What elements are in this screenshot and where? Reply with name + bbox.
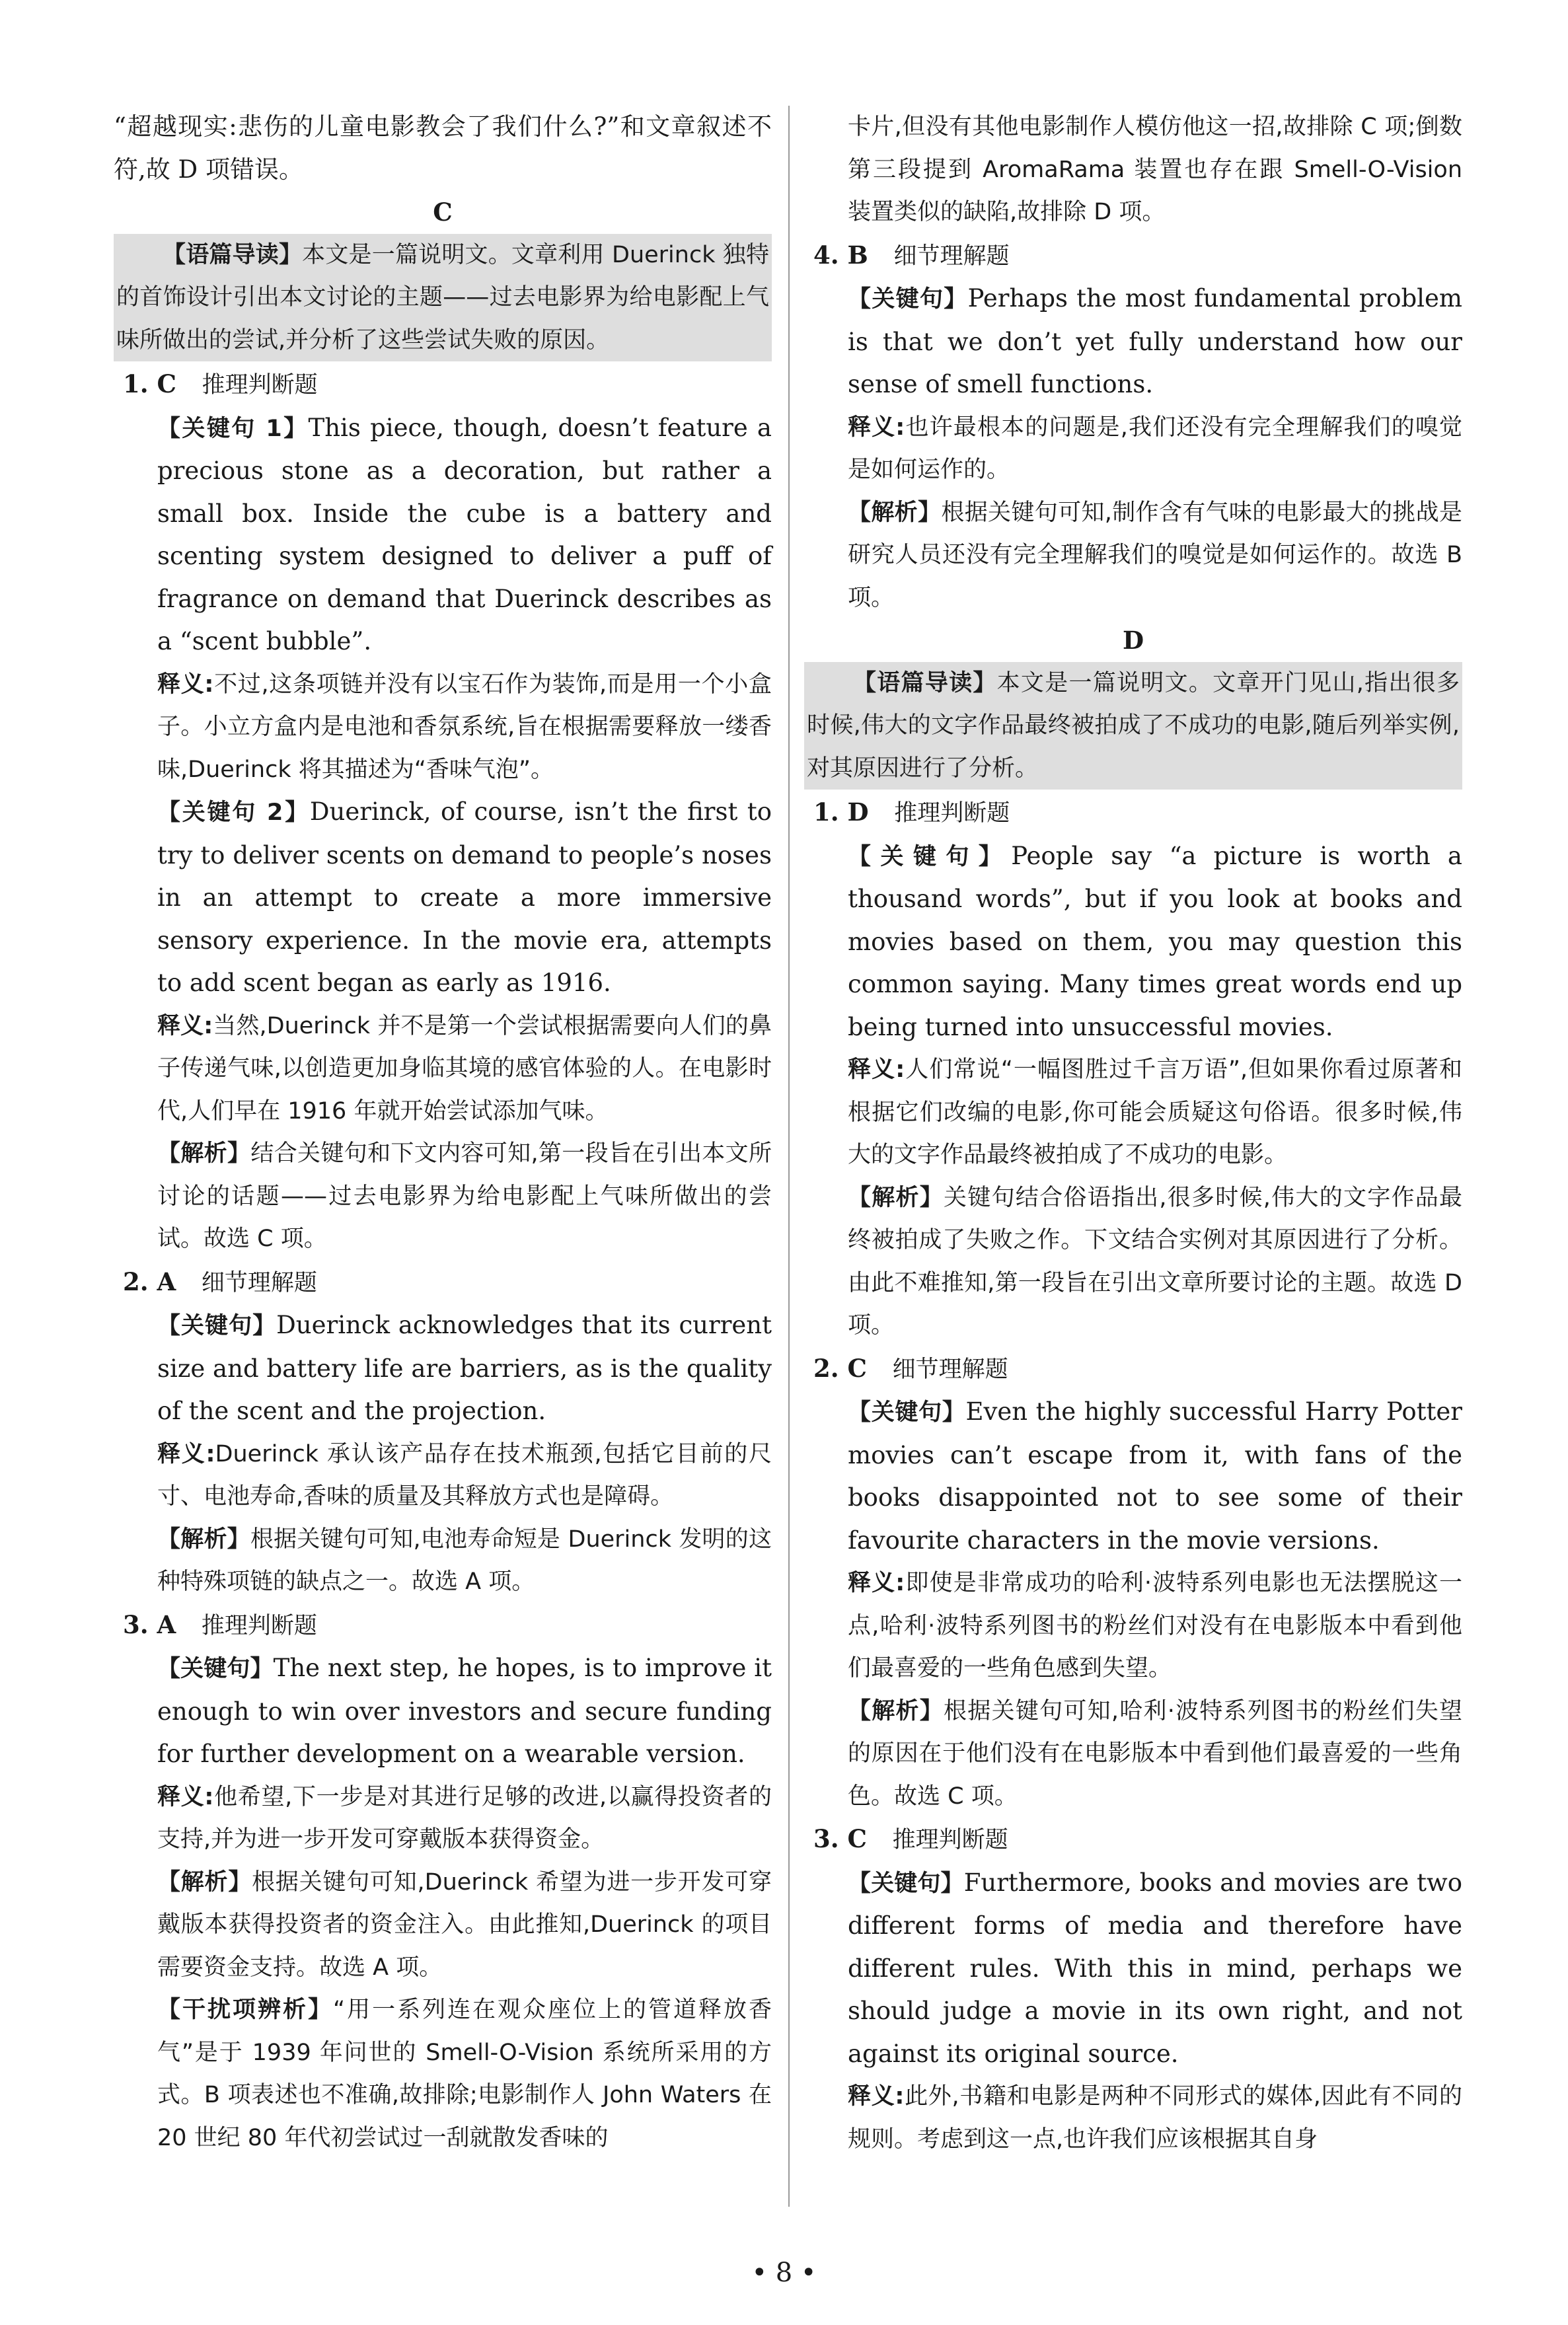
guide-label: 【语篇导读】 [163, 241, 303, 268]
continued-paragraph: 卡片,但没有其他电影制作人模仿他这一招,故排除 C 项;倒数第三段提到 AromaRama 装置也存在跟 Smell-O-Vision 装置类似的缺陷,故排除 D 项。 [848, 114, 1462, 225]
translation: 释义:此外,书籍和电影是两种不同形式的媒体,因此有不同的规则。考虑到这一点,也许我们应该根据其自身 [848, 2083, 1462, 2153]
analysis: 【解析】根据关键句可知,电池寿命短是 Duerinck 发明的这种特殊项链的缺点之一。故选 A 项。 [157, 1526, 772, 1595]
translation: 释义:不过,这条项链并没有以宝石作为装饰,而是用一个小盒子。小立方盒内是电池和香氛系统,旨在根据需要释放一缕香味,Duerinck 将其描述为“香味气泡”。 [157, 671, 772, 783]
key-sentence: 【关键句】The next step, he hopes, is to improve it enough to win over investors and secure funding for further development on a wearable version. [157, 1654, 772, 1768]
translation: 释义:即使是非常成功的哈利·波特系列电影也无法摆脱这一点,哈利·波特系列图书的粉丝们对没有在电影版本中看到他们最喜爱的一些角色感到失望。 [848, 1570, 1462, 1681]
continued-paragraph: “超越现实:悲伤的儿童电影教会了我们什么?”和文章叙述不符,故 D 项错误。 [114, 112, 772, 184]
question-heading: 1. D 推理判断题 [813, 797, 1010, 827]
column-divider [788, 106, 790, 2207]
analysis: 【解析】根据关键句可知,哈利·波特系列图书的粉丝们失望的原因在于他们没有在电影版本中看到他们最喜爱的一些角色。故选 C 项。 [848, 1697, 1462, 1810]
translation: 释义:Duerinck 承认该产品存在技术瓶颈,包括它目前的尺寸、电池寿命,香味的质量及其释放方式也是障碍。 [157, 1440, 772, 1510]
translation: 释义:也许最根本的问题是,我们还没有完全理解我们的嗅觉是如何运作的。 [848, 414, 1462, 483]
section-heading-c: C [433, 198, 453, 227]
key-sentence: 【关键句】Even the highly successful Harry Potter movies can’t escape from it, with fans of the books disappointed not to see some of their favourite characters in the movie versions. [848, 1397, 1462, 1555]
key-sentence: 【关键句】Furthermore, books and movies are two different forms of media and therefore have different rules. With this in mind, perhaps we should judge a movie in its own right, and not against its original source. [848, 1868, 1462, 2068]
key-sentence: 【关键句】Duerinck acknowledges that its current size and battery life are barriers, as is the quality of the scent and the projection. [157, 1311, 772, 1425]
key-sentence: 【关键句】Perhaps the most fundamental problem is that we don’t yet fully understand how our sense of smell functions. [848, 284, 1462, 398]
translation: 释义:他希望,下一步是对其进行足够的改进,以赢得投资者的支持,并为进一步开发可穿戴版本获得资金。 [157, 1783, 772, 1853]
translation: 释义:当然,Duerinck 并不是第一个尝试根据需要向人们的鼻子传递气味,以创造更加身临其境的感官体验的人。在电影时代,人们早在 1916 年就开始尝试添加气味。 [157, 1012, 772, 1125]
question-heading: 4. B 细节理解题 [813, 240, 1010, 270]
left-column [114, 106, 772, 2159]
page-number: • 8 • [751, 2258, 817, 2288]
question-heading: 2. C 细节理解题 [813, 1353, 1008, 1383]
distractor-analysis: 【干扰项辨析】“用一系列连在观众座位上的管道释放香气”是于 1939 年问世的 Smell-O-Vision 系统所采用的方式。B 项表述也不准确,故排除;电影制作人 John Waters 在 20 世纪 80 年代初尝试过一刮就散发香味的 [157, 1997, 772, 2151]
guide-label: 【语篇导读】 [853, 669, 997, 696]
analysis: 【解析】根据关键句可知,Duerinck 希望为进一步开发可穿戴版本获得投资者的资金注入。由此推知,Duerinck 的项目需要资金支持。故选 A 项。 [157, 1868, 772, 1981]
reading-guide-c [114, 234, 772, 362]
question-heading: 2. A 细节理解题 [123, 1267, 317, 1296]
analysis: 【解析】根据关键句可知,制作含有气味的电影最大的挑战是研究人员还没有完全理解我们的嗅觉是如何运作的。故选 B 项。 [848, 499, 1462, 611]
analysis: 【解析】结合关键句和下文内容可知,第一段旨在引出本文所讨论的话题——过去电影界为给电影配上气味所做出的尝试。故选 C 项。 [157, 1140, 772, 1252]
reading-guide-d [804, 662, 1462, 790]
key-sentence: 【关键句 1】This piece, though, doesn’t feature a precious stone as a decoration, but rather a small box. Inside the cube is a battery and scenting system designed to deliver a puff of fragrance on demand that Duerinck describes as a “scent bubble”. [157, 413, 772, 655]
section-heading-d: D [1122, 626, 1144, 655]
guide-text: 本文是一篇说明文。文章开门见山,指出很多时候,伟大的文字作品最终被拍成了不成功的电影,随后列举实例,对其原因进行了分析。 [807, 669, 1460, 782]
key-sentence: 【关键句】People say “a picture is worth a thousand words”, but if you look at books and movies based on them, you may question this common saying. Many times great words end up being turned into unsuccessful movies. [848, 841, 1462, 1041]
guide-text: 本文是一篇说明文。文章利用 Duerinck 独特的首饰设计引出本文讨论的主题——过去电影界为给电影配上气味所做出的尝试,并分析了这些尝试失败的原因。 [116, 241, 769, 353]
translation: 释义:人们常说“一幅图胜过千言万语”,但如果你看过原著和根据它们改编的电影,你可能会质疑这句俗语。很多时候,伟大的文字作品最终被拍成了不成功的电影。 [848, 1056, 1462, 1168]
analysis: 【解析】关键句结合俗语指出,很多时候,伟大的文字作品最终被拍成了失败之作。下文结合实例对其原因进行了分析。由此不难推知,第一段旨在引出文章所要讨论的主题。故选 D 项。 [848, 1184, 1462, 1339]
question-heading: 3. C 推理判断题 [813, 1824, 1008, 1853]
key-sentence: 【关键句 2】Duerinck, of course, isn’t the first to try to deliver scents on demand to people’s noses in an attempt to create a more immersive sensory experience. In the movie era, attempts to add scent began as early as 1916. [157, 797, 772, 997]
question-heading: 3. A 推理判断题 [123, 1609, 317, 1639]
right-column [804, 106, 1462, 2160]
question-heading: 1. C 推理判断题 [123, 369, 318, 398]
